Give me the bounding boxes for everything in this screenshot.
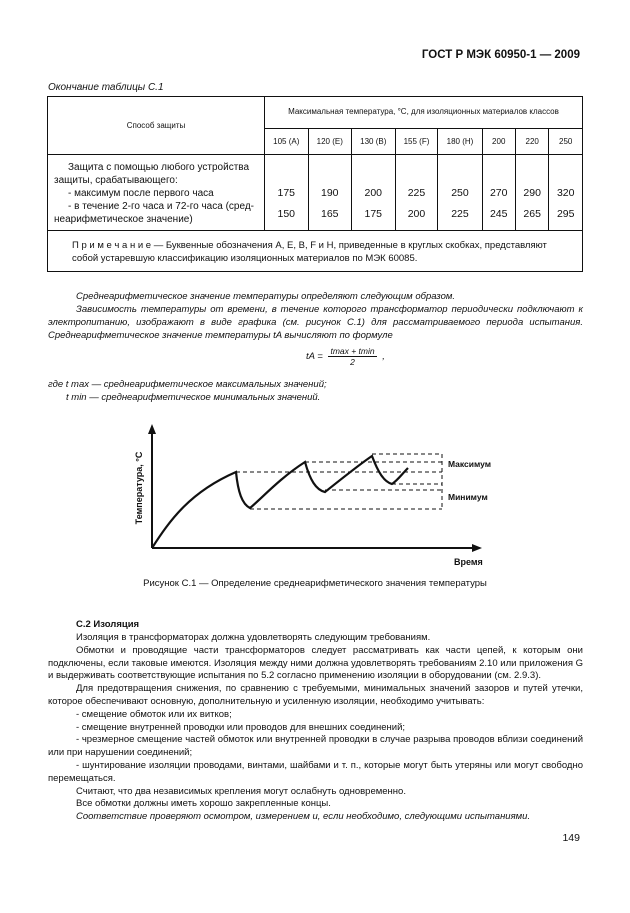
max-temp-header: Максимальная температура, °С, для изоляционных материалов классов [265, 97, 583, 129]
paragraph-intro: Среднеарифметическое значение температуры определяют следующим образом. [76, 291, 456, 302]
value-avg: 200 [407, 208, 426, 220]
value-max: 250 [451, 187, 469, 199]
section-title: С.2 Изоляция [76, 619, 140, 630]
protection-table [47, 96, 583, 272]
section-paragraph: Изоляция в трансформаторах должна удовлетворять следующим требованиям. [76, 632, 431, 643]
method-line: защиты, срабатывающего: [54, 175, 178, 186]
formula-fraction [328, 346, 376, 367]
value-max: 190 [320, 187, 339, 199]
value-avg: 265 [523, 208, 541, 220]
section-paragraph: Все обмотки должны иметь хорошо закрепленные концы. [76, 798, 331, 810]
value-cell [515, 155, 548, 231]
paragraph-method: Зависимость температуры от времени, в течение которого трансформатор периодически подключают к электропитанию, изображают в виде графика (см. рисунок С.1) для рассматриваемого периода испытания. Среднеарифметическое значение температуры tA вычисляют по формуле [48, 304, 583, 341]
where-tmax: где t max — среднеарифметическое максимальных значений; [48, 379, 327, 390]
class-header: 130 (В) [352, 128, 396, 154]
method-line: неарифметическое значение) [54, 214, 193, 225]
y-axis-arrow [148, 424, 156, 434]
method-line: - в течение 2-го часа и 72-го часа (сред- [68, 201, 254, 212]
section-paragraph: Для предотвращения снижения, по сравнению с требуемыми, минимальных значений зазоров и путей утечки, которое обеспечивают основную, дополнительную и усиленную изоляции, необходимо учитывать: [48, 683, 583, 707]
class-header: 105 (А) [265, 128, 309, 154]
value-cell [265, 155, 309, 231]
value-max: 320 [556, 187, 575, 199]
document-code: ГОСТ Р МЭК 60950-1 — 2009 [421, 49, 580, 61]
method-line: Защита с помощью любого устройства [68, 162, 250, 173]
value-avg: 225 [451, 208, 469, 220]
section-body [48, 632, 583, 824]
temperature-curve [152, 456, 408, 548]
class-header: 200 [482, 128, 515, 154]
value-max: 270 [489, 187, 508, 199]
min-label: Минимум [448, 492, 488, 502]
section-list-item: - смещение обмоток или их витков; [76, 708, 232, 720]
section-paragraph: Соответствие проверяют осмотром, измерением и, если необходимо, следующими испытаниями. [76, 811, 531, 823]
temperature-figure [120, 420, 510, 570]
value-avg: 175 [364, 208, 383, 220]
method-header: Способ защиты [48, 97, 265, 155]
table-note: П р и м е ч а н и е — Буквенные обозначения А, Е, В, F и Н, приведенные в круглых скобках, представляют собой устаревшую классификацию изоляционных материалов по МЭК 60085. [48, 231, 583, 272]
method-line: - максимум после первого часа [68, 188, 214, 199]
value-avg: 150 [277, 208, 296, 220]
value-cell [438, 155, 482, 231]
class-header: 250 [549, 128, 583, 154]
table-caption: Окончание таблицы С.1 [48, 82, 164, 93]
figure-caption: Рисунок С.1 — Определение среднеарифметического значения температуры [143, 578, 487, 589]
formula-numerator: tmax + tmin [330, 346, 375, 356]
value-max: 290 [523, 187, 541, 199]
section-list-item: - чрезмерное смещение частей обмоток или внутренней проводки в случае разрыва проводов вблизи соединений или при нарушении соединений; [48, 734, 583, 759]
section-list-item: - смещение внутренней проводки или проводов для внешних соединений; [76, 721, 406, 733]
formula-denominator: 2 [350, 357, 355, 367]
class-header: 220 [515, 128, 548, 154]
value-avg: 295 [556, 208, 575, 220]
class-header: 120 (Е) [308, 128, 352, 154]
value-cell [352, 155, 396, 231]
value-max: 175 [277, 187, 296, 199]
value-cell [395, 155, 438, 231]
value-avg: 245 [489, 208, 508, 220]
y-axis-label: Температура, °С [134, 451, 144, 525]
formula-tail: , [382, 351, 385, 363]
x-axis-label: Время [454, 557, 483, 567]
class-header: 155 (F) [395, 128, 438, 154]
section-list-item: - шунтирование изоляции проводами, винтами, шайбами и т. п., которые могут быть утеряны или могут свободно перемещаться. [48, 759, 583, 784]
method-cell [48, 155, 265, 231]
max-label: Максимум [448, 459, 492, 469]
where-tmin: t min — среднеарифметическое минимальных значений. [66, 392, 321, 403]
class-header: 180 (Н) [438, 128, 482, 154]
formula [306, 346, 385, 367]
section-paragraph: Обмотки и проводящие части трансформаторов следует рассматривать как части цепей, к которым они подключены, если таковые имеются. Изоляция между ними должна удовлетворять требованиям 2.10 или приложения G и выдерживать соответствующие испытания по 5.2 согласно применению изоляции в оборудовании (см. 2.9.3). [48, 644, 583, 682]
value-avg: 165 [320, 208, 339, 220]
page-number: 149 [562, 832, 580, 844]
x-axis-arrow [472, 544, 482, 552]
value-cell [549, 155, 583, 231]
formula-lhs: tA = [306, 351, 323, 363]
value-cell [308, 155, 352, 231]
value-max: 200 [364, 187, 383, 199]
section-paragraph: Считают, что два независимых крепления могут ослабнуть одновременно. [76, 785, 406, 797]
value-max: 225 [407, 187, 426, 199]
value-cell [482, 155, 515, 231]
